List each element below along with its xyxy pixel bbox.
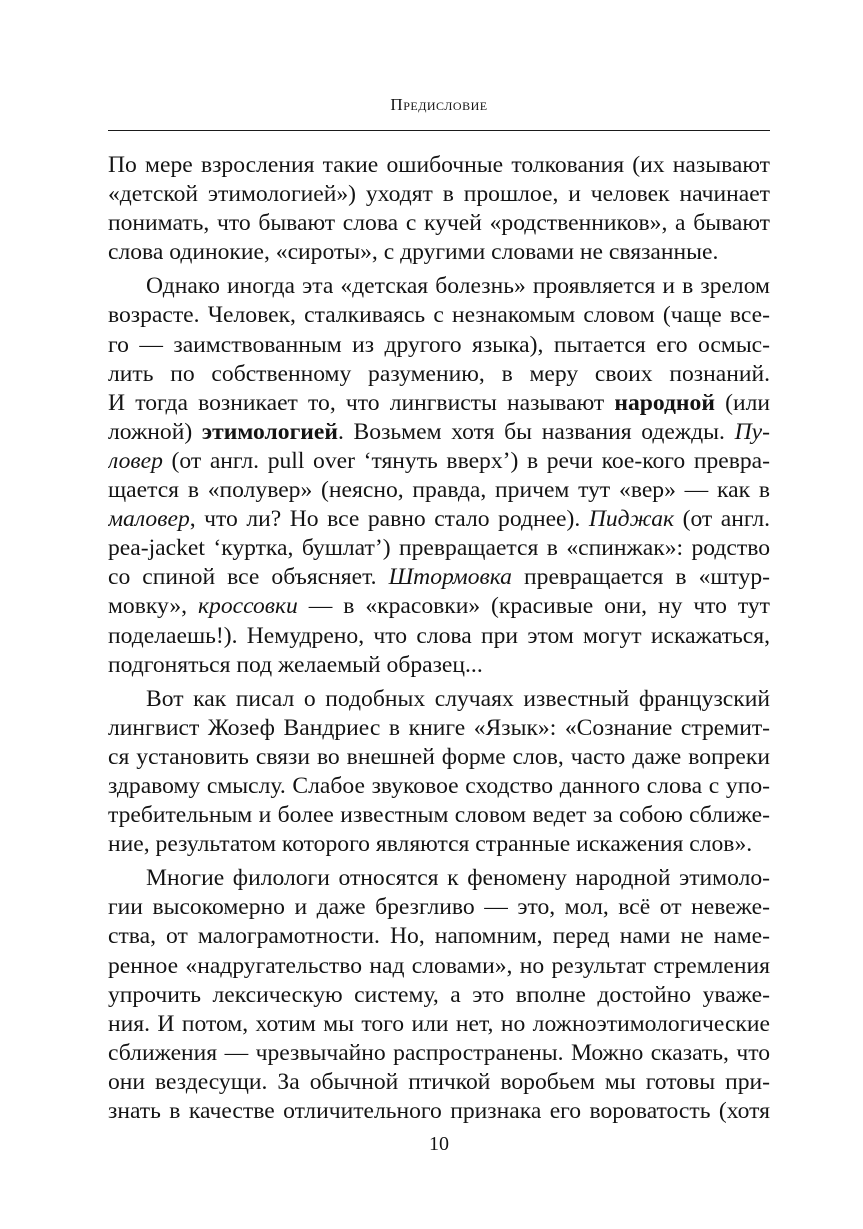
- text-line: [108, 331, 770, 360]
- text-line: [108, 238, 770, 267]
- text-line: [108, 685, 770, 714]
- text-run: слова одинокие, «сироты», с другими словами не связанные.: [108, 239, 719, 266]
- paragraph: [108, 864, 770, 1126]
- italic-term: маловер: [108, 506, 190, 533]
- italic-term: кроссовки: [198, 593, 298, 620]
- italic-term: Пу-: [734, 418, 770, 445]
- text-run: ложной): [108, 418, 202, 445]
- text-line: [108, 864, 770, 893]
- text-run: упрочить лексическую систему, а это вполне достойно уваже-: [108, 981, 770, 1008]
- text-run: здравому смыслу. Слабое звуковое сходство данного слова с упо-: [108, 772, 770, 799]
- text-line: [108, 505, 770, 534]
- text-line: [108, 830, 770, 859]
- text-run: Однако иногда эта «детская болезнь» проявляется и в зрелом: [146, 273, 770, 300]
- paragraph: [108, 685, 770, 860]
- text-run: Многие филологи относятся к феномену народной этимоло-: [146, 865, 770, 892]
- text-line: [108, 651, 770, 680]
- text-run: они вездесущи. За обычной птичкой воробьем мы готовы при-: [108, 1068, 770, 1095]
- text-run: поделаешь!). Немудрено, что слова при этом могут искажаться,: [108, 622, 770, 649]
- page-number: 10: [429, 1133, 449, 1155]
- text-line: [108, 981, 770, 1010]
- text-run: По мере взросления такие ошибочные толкования (их называют: [108, 152, 770, 178]
- bold-term: этимологией: [201, 418, 338, 445]
- text-line: [108, 1097, 770, 1126]
- text-run: ства, от малограмотности. Но, напомним, перед нами не наме-: [108, 923, 770, 950]
- text-line: [108, 622, 770, 651]
- text-run: — в «красовки» (красивые они, ну что тут: [297, 593, 770, 620]
- body-text: [108, 151, 770, 1126]
- text-run: со спиной все объясняет.: [108, 564, 389, 591]
- text-line: [108, 1010, 770, 1039]
- text-run: (или: [714, 389, 770, 416]
- text-line: [108, 534, 770, 563]
- text-line: [108, 592, 770, 621]
- paragraph: [108, 272, 770, 679]
- text-line: [108, 272, 770, 301]
- text-run: сближения — чрезвычайно распространены. Можно сказать, что: [108, 1039, 770, 1066]
- text-run: pea-jacket ‘куртка, бушлат’) превращается в «спинжак»: родство: [108, 535, 770, 562]
- text-run: гии высокомерно и даже брезгливо — это, мол, всё от невеже-: [108, 894, 770, 921]
- running-head: Предисловие: [390, 95, 488, 114]
- text-line: [108, 180, 770, 209]
- text-line: [108, 743, 770, 772]
- text-line: [108, 447, 770, 476]
- text-line: [108, 209, 770, 238]
- text-run: подгоняться под желаемый образец...: [108, 651, 483, 678]
- paragraph: [108, 151, 770, 267]
- text-run: щается в «полувер» (неясно, правда, причем тут «вер» — как в: [108, 477, 770, 504]
- header-rule: [108, 130, 770, 131]
- italic-term: Штормовка: [388, 564, 512, 591]
- text-run: мовку»,: [108, 593, 198, 620]
- text-run: лингвист Жозеф Вандриес в книге «Язык»: «Сознание стремит-: [108, 714, 770, 741]
- text-run: ренное «надругательство над словами», но результат стремления: [108, 952, 770, 979]
- text-run: Вот как писал о подобных случаях известный французский: [146, 685, 770, 712]
- text-line: [108, 952, 770, 981]
- text-run: ние, результатом которого являются странные искажения слов».: [108, 831, 753, 858]
- text-line: [108, 893, 770, 922]
- text-line: [108, 418, 770, 447]
- text-run: лить по собственному разумению, в меру своих познаний.: [108, 360, 770, 387]
- text-run: го — заимствованным из другого языка), пытается его осмыс-: [108, 331, 770, 358]
- text-line: [108, 714, 770, 743]
- text-run: требительным и более известным словом ведет за собою сближе-: [108, 802, 770, 829]
- text-line: [108, 563, 770, 592]
- italic-term: ловер: [108, 447, 163, 474]
- bold-term: народной: [614, 389, 715, 416]
- text-line: [108, 476, 770, 505]
- text-line: [108, 772, 770, 801]
- text-run: (от англ.: [674, 506, 770, 533]
- text-run: понимать, что бывают слова с кучей «родственников», а бывают: [108, 210, 770, 237]
- text-run: ся установить связи во внешней форме слов, часто даже вопреки: [108, 743, 770, 770]
- text-run: «детской этимологией») уходят в прошлое, и человек начинает: [108, 181, 770, 208]
- italic-term: Пиджак: [588, 506, 675, 533]
- text-run: (от англ. pull over ‘тянуть вверх’) в речи кое-кого превра-: [162, 447, 770, 474]
- text-run: возрасте. Человек, сталкиваясь с незнакомым словом (чаще все-: [108, 302, 770, 329]
- text-run: знать в качестве отличительного признака его вороватость (хотя: [108, 1098, 770, 1124]
- text-line: [108, 301, 770, 330]
- text-line: [108, 922, 770, 951]
- text-run: , что ли? Но все равно стало роднее).: [189, 506, 589, 533]
- text-run: И тогда возникает то, что лингвисты называют: [108, 389, 615, 416]
- text-line: [108, 360, 770, 389]
- text-line: [108, 1039, 770, 1068]
- text-line: [108, 389, 770, 418]
- text-run: ния. И потом, хотим мы того или нет, но ложноэтимологические: [108, 1010, 770, 1037]
- text-run: превращается в «штур-: [511, 564, 770, 591]
- text-line: [108, 801, 770, 830]
- text-line: [108, 1068, 770, 1097]
- text-run: . Возьмем хотя бы названия одежды.: [337, 418, 735, 445]
- text-line: [108, 151, 770, 180]
